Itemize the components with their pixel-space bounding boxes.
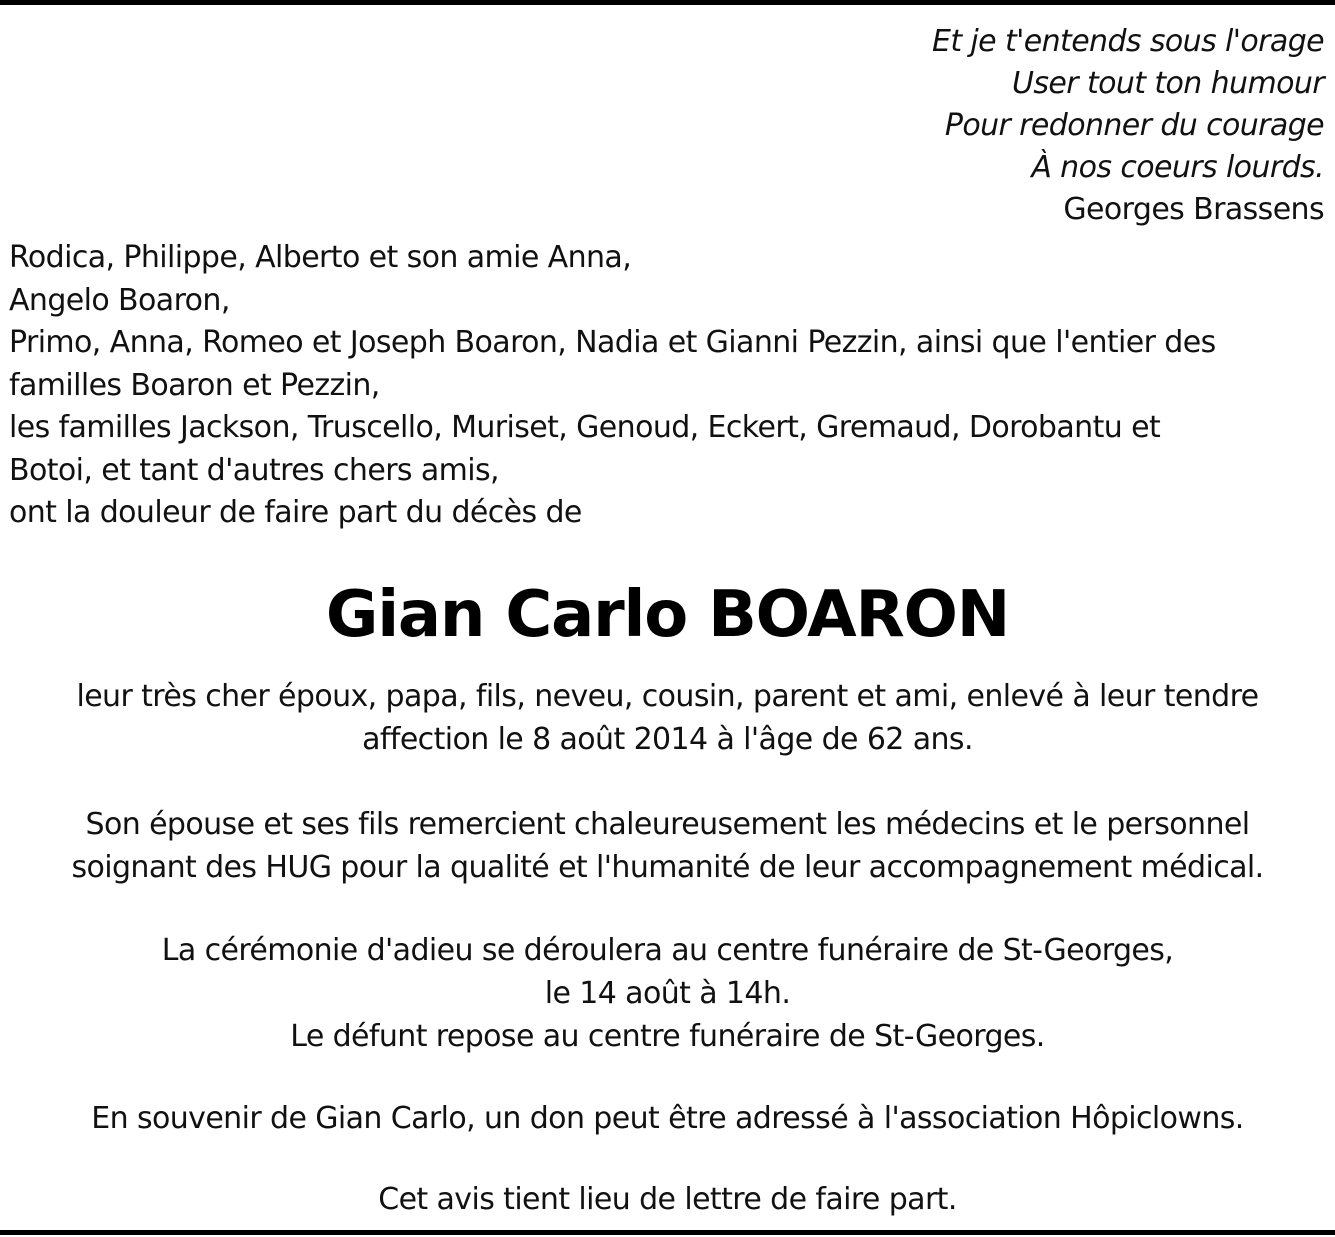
ceremony-line: La cérémonie d'adieu se déroulera au centre funéraire de St-Georges, [161,933,1174,968]
family-line: ont la douleur de faire part du décès de [9,495,582,530]
quote-line: User tout ton humour [1012,66,1324,101]
donation-line: En souvenir de Gian Carlo, un don peut être adressé à l'association Hôpiclowns. [91,1101,1244,1136]
family-line: Botoi, et tant d'autres chers amis, [9,452,499,488]
family-list [9,237,1327,535]
thanks-line: Son épouse et ses fils remercient chaleureusement les médecins et le personnel [85,807,1250,842]
ceremony-paragraph [0,929,1335,1058]
epigraph-quote [932,21,1324,231]
donation-paragraph [0,1097,1335,1140]
announcement-paragraph [0,675,1335,761]
quote-line: Pour redonner du courage [944,108,1324,143]
family-line: familles Boaron et Pezzin, [9,367,380,403]
family-line: Rodica, Philippe, Alberto et son amie Anna, [9,240,632,275]
family-line: les familles Jackson, Truscello, Muriset, Genoud, Eckert, Gremaud, Dorobantu et [9,410,1161,445]
announcement-line: leur très cher époux, papa, fils, neveu, cousin, parent et ami, enlevé à leur tendre [76,679,1259,714]
family-line: Angelo Boaron, [9,282,230,318]
bottom-border-rule [0,1230,1335,1235]
announcement-line: affection le 8 août 2014 à l'âge de 62 ans. [362,722,973,757]
closing-paragraph [0,1178,1335,1221]
ceremony-line: Le défunt repose au centre funéraire de St-Georges. [290,1019,1045,1054]
thanks-line: soignant des HUG pour la qualité et l'humanité de leur accompagnement médical. [71,850,1264,885]
quote-author: Georges Brassens [1063,192,1324,227]
ceremony-line: le 14 août à 14h. [544,976,791,1011]
family-line: Primo, Anna, Romeo et Joseph Boaron, Nadia et Gianni Pezzin, ainsi que l'entier des [9,325,1216,360]
quote-line: Et je t'entends sous l'orage [931,24,1324,59]
top-border-rule [0,0,1335,5]
deceased-name: Gian Carlo BOARON [325,578,1010,652]
closing-line: Cet avis tient lieu de lettre de faire part. [378,1182,957,1217]
quote-line: À nos coeurs lourds. [1031,150,1324,185]
thanks-paragraph [0,803,1335,889]
